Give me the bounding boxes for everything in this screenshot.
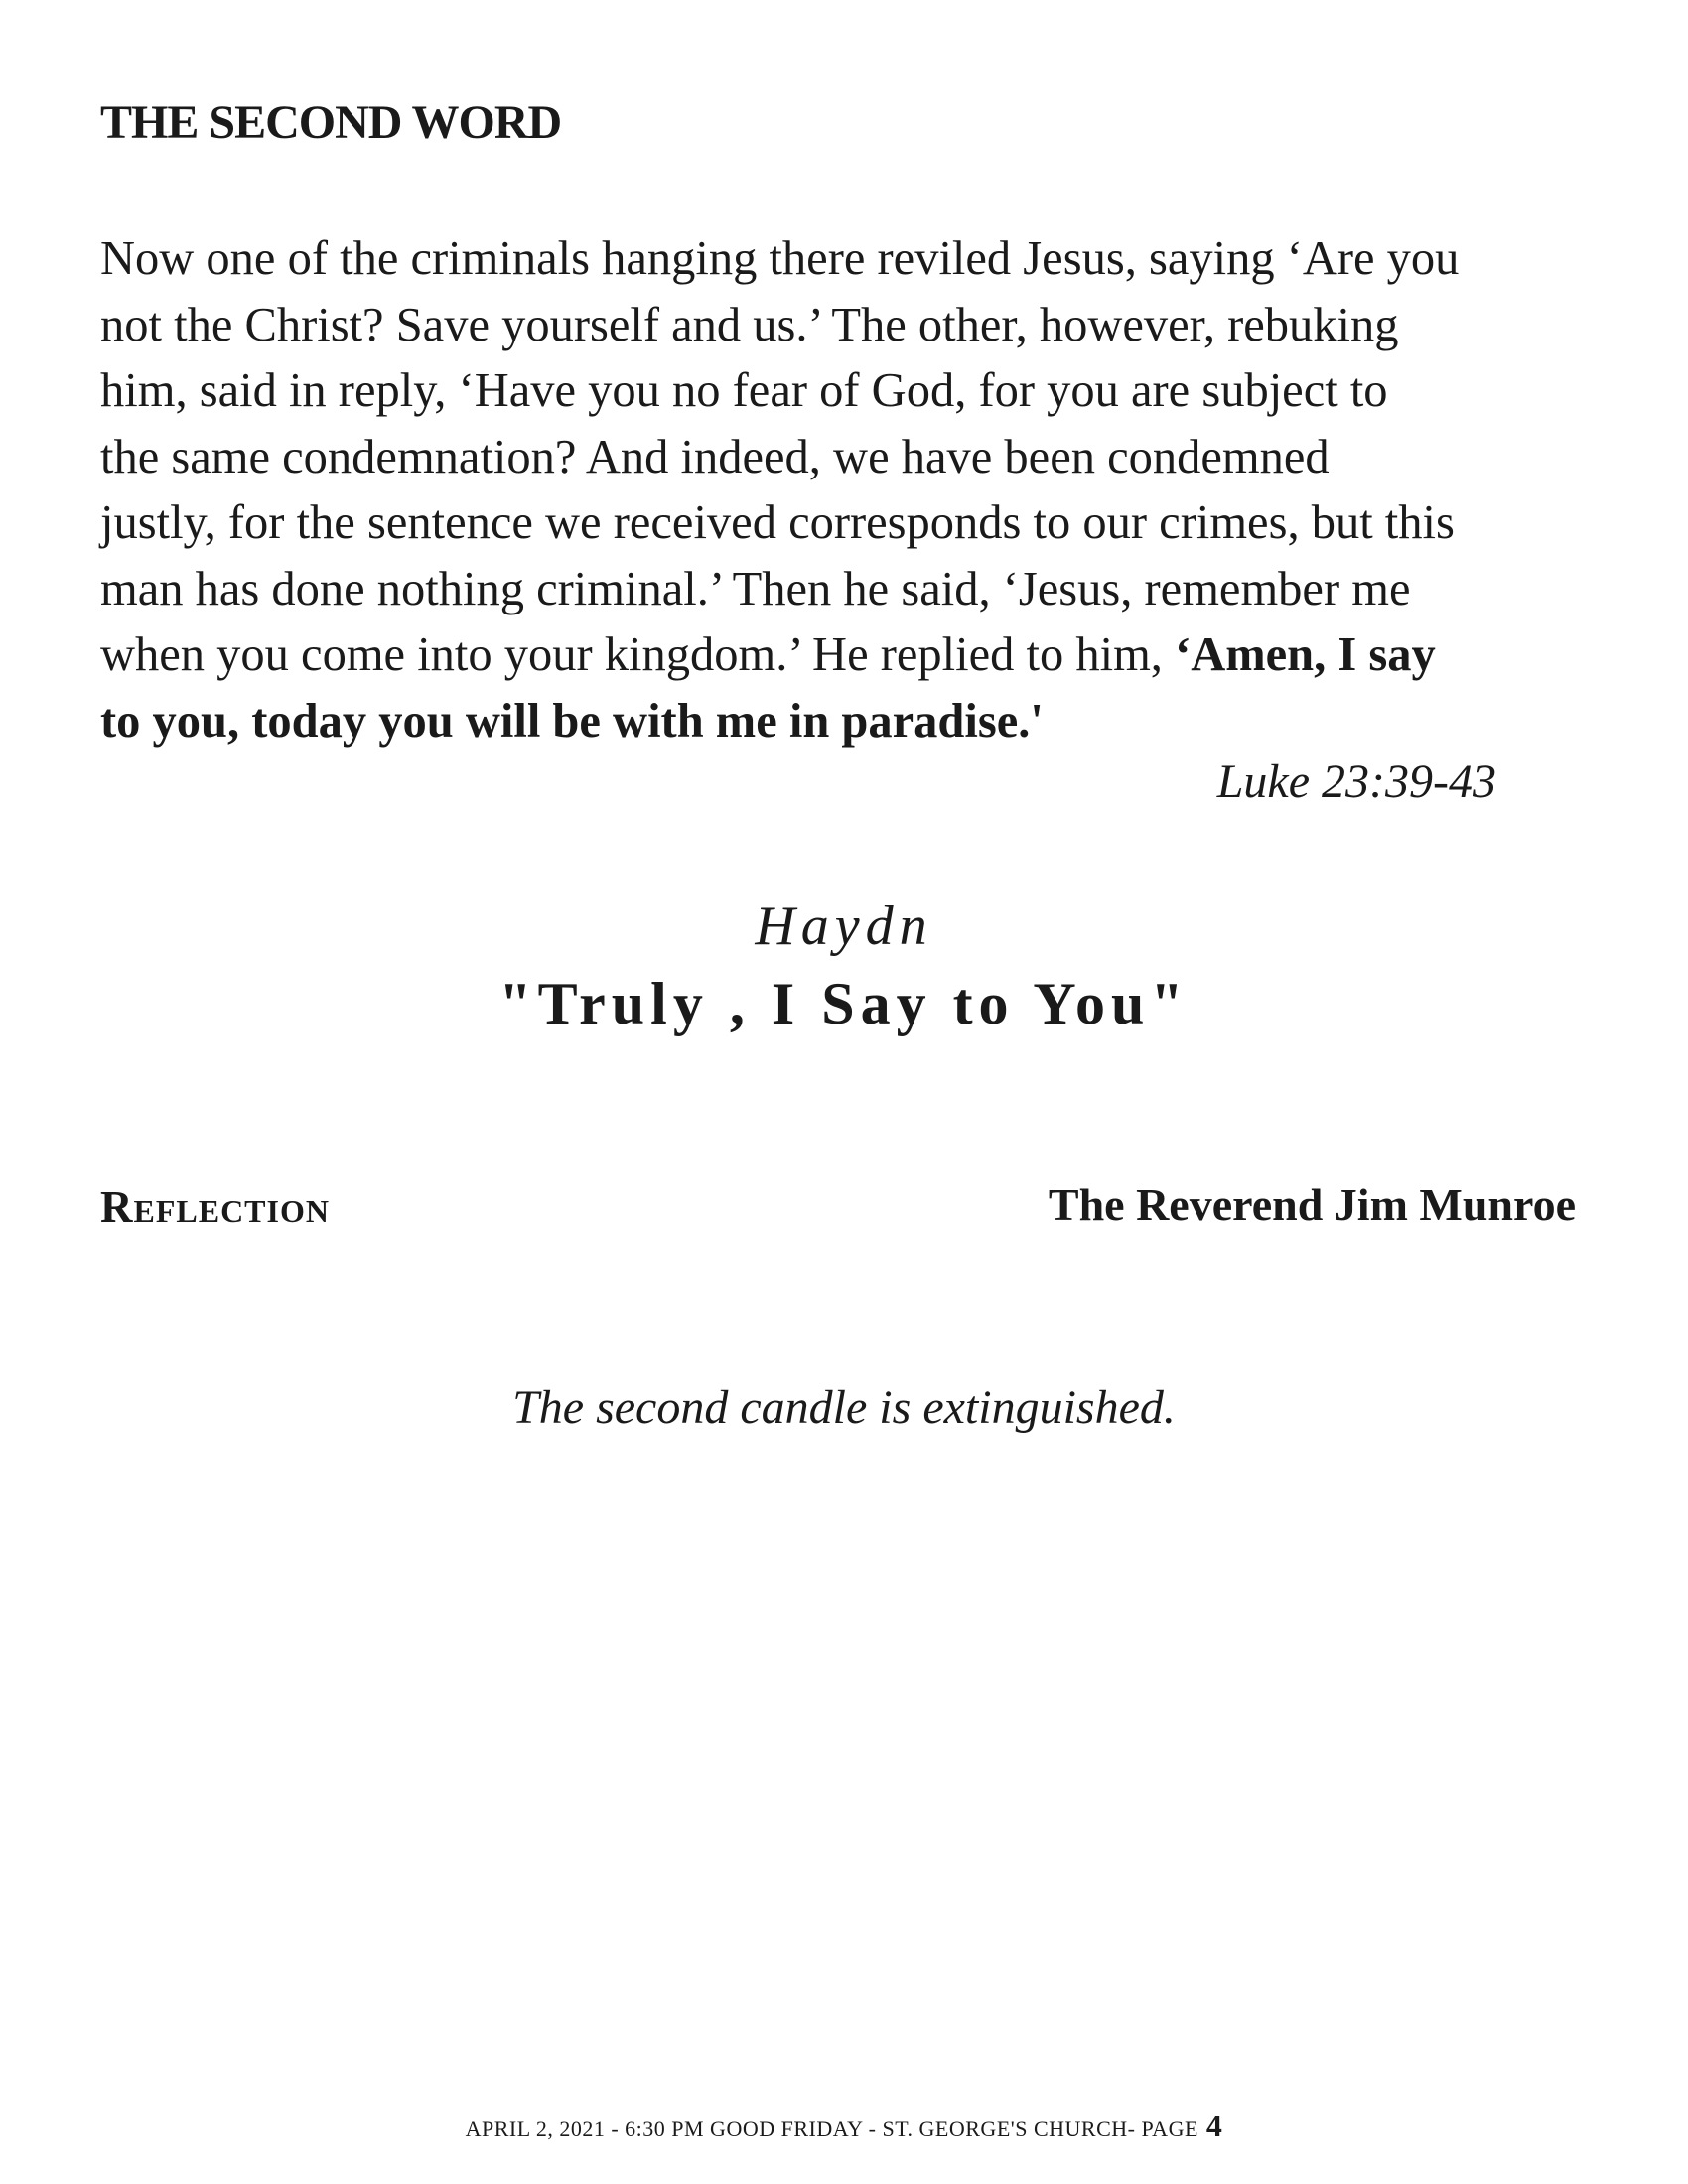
rubric-instruction: The second candle is extinguished. [512, 1381, 1176, 1433]
music-title: "Truly , I Say to You" [498, 971, 1190, 1036]
footer-text: APRIL 2, 2021 - 6:30 PM GOOD FRIDAY - ST. GEORGE'S CHURCH- PAGE [465, 2116, 1204, 2141]
reflection-label: Reflection [100, 1182, 330, 1232]
scripture-line: man has done nothing criminal.’ Then he said, ‘Jesus, remember me [100, 562, 1411, 615]
page-number: 4 [1205, 2108, 1223, 2143]
scripture-line: justly, for the sentence we received corresponds to our crimes, but this [100, 496, 1455, 549]
page-footer [0, 2109, 1688, 2146]
scripture-passage [100, 226, 1610, 754]
scripture-line-with-emphasis [100, 622, 1610, 689]
scripture-line: Now one of the criminals hanging there reviled Jesus, saying ‘Are you [100, 232, 1460, 285]
scripture-line: not the Christ? Save yourself and us.’ The other, however, rebuking [100, 298, 1399, 351]
scripture-line: the same condemnation? And indeed, we have been condemned [100, 430, 1330, 483]
scripture-line-emphasis [100, 689, 1610, 755]
music-composer: Haydn [755, 895, 933, 957]
scripture-line: him, said in reply, ‘Have you no fear of God, for you are subject to [100, 364, 1388, 417]
scripture-line: when you come into your kingdom.’ He replied to him, [100, 628, 1176, 681]
scripture-emphasis: ‘Amen, I say [1175, 628, 1436, 681]
section-heading: THE SECOND WORD [100, 96, 562, 149]
scripture-citation: Luke 23:39-43 [1216, 755, 1496, 808]
reflection-speaker: The Reverend Jim Munroe [1048, 1179, 1576, 1230]
scripture-emphasis: to you, today you will be with me in paradise.' [100, 694, 1044, 748]
